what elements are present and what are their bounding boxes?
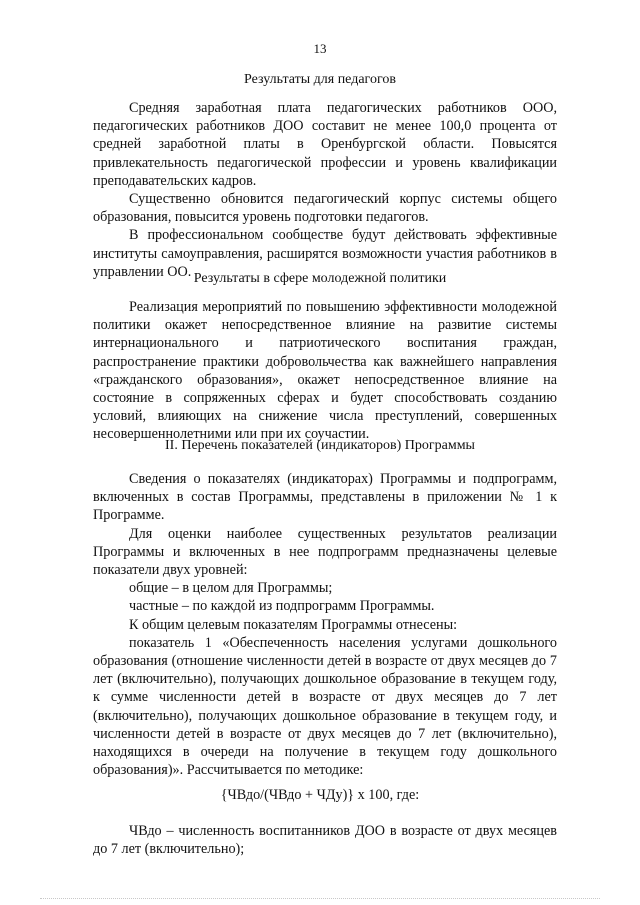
paragraph: Сведения о показателях (индикаторах) Программы и подпрограмм, включенных в состав Программы, представлены в приложении № 1 к Программе. xyxy=(93,471,557,524)
definition-text xyxy=(93,822,557,858)
formula: {ЧВдо/(ЧВдо + ЧДу)} х 100, где: xyxy=(220,787,420,803)
teachers-results-text xyxy=(93,99,557,281)
paragraph: Существенно обновится педагогический корпус системы общего образования, повысится уровень подготовки педагогов. xyxy=(93,191,557,226)
paragraph: Средняя заработная плата педагогических работников ООО, педагогических работников ДОО составит не менее 100,0 процента от средней заработной платы в Оренбургской области. Повысятся привлекательность педагогической профессии и уровень квалификации преподавательских кадров. xyxy=(93,100,557,189)
indicators-text xyxy=(93,470,557,779)
paragraph: К общим целевым показателям Программы отнесены: xyxy=(129,616,458,633)
list-item: общие – в целом для Программы; xyxy=(129,580,333,597)
scan-artifact-line xyxy=(40,898,600,902)
section-heading-indicators: II. Перечень показателей (индикаторов) Программы xyxy=(165,438,475,453)
paragraph: показатель 1 «Обеспеченность населения услугами дошкольного образования (отношение численности детей в возрасте от двух месяцев до 7 лет (включительно), получающих дошкольное образование в текущем году, к сумме численности детей в возрасте от двух месяцев до 7 лет (включительно), получающих дошкольное образование в текущем году, и численности детей в возрасте от двух месяцев до 7 лет (включительно), находящихся в очереди на получение в текущем году дошкольного образования)». Рассчитывается по методике: xyxy=(93,634,557,779)
paragraph: В профессиональном сообществе будут действовать эффективные институты самоуправления, расширятся возможности участия работников в управлении ОО. xyxy=(93,227,557,280)
paragraph: ЧВдо – численность воспитанников ДОО в возрасте от двух месяцев до 7 лет (включительно); xyxy=(93,823,557,858)
youth-policy-text xyxy=(93,298,557,444)
page-number: 13 xyxy=(313,41,327,56)
paragraph: Для оценки наиболее существенных результатов реализации Программы и включенных в нее подпрограмм предназначены целевые показатели двух уровней: xyxy=(93,525,557,579)
section-heading-teachers: Результаты для педагогов xyxy=(244,72,396,87)
paragraph: Реализация мероприятий по повышению эффективности молодежной политики окажет непосредственное влияние на развитие системы интернационального и патриотического воспитания граждан, распространение практики добровольчества как важнейшего направления «гражданского образования», окажет непосредственное влияние на состояние в сопряженных сферах и будет способствовать созданию условий, влияющих на снижение числа преступлений, совершенных несовершеннолетними или при их соучастии. xyxy=(93,299,557,443)
list-item: частные – по каждой из подпрограмм Программы. xyxy=(129,598,435,615)
section-heading-youth-policy: Результаты в сфере молодежной политики xyxy=(193,271,447,286)
